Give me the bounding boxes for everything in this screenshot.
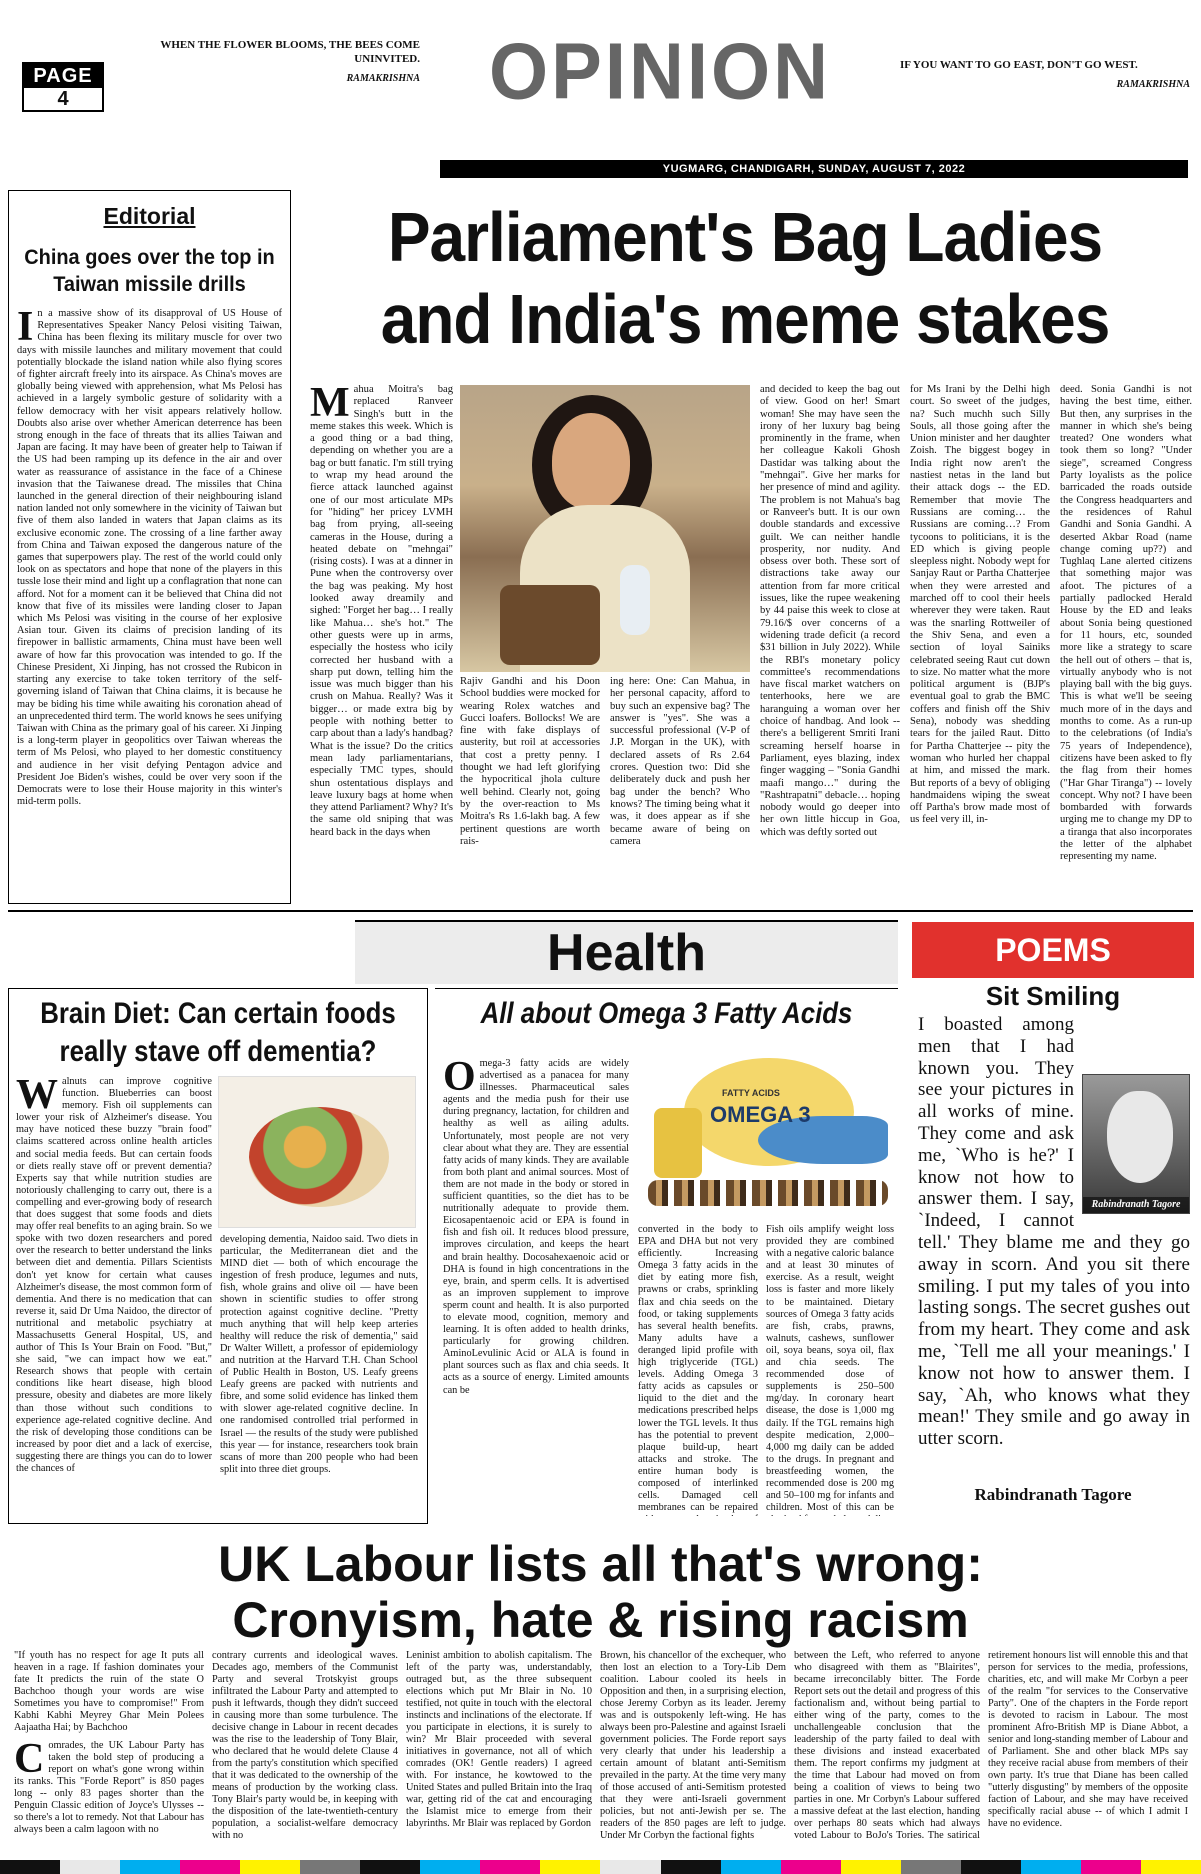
omega-dropcap: O — [443, 1058, 476, 1100]
editorial-dropcap: I — [17, 304, 34, 350]
page-label: PAGE — [24, 64, 102, 88]
masthead-quote-left — [140, 38, 420, 86]
poems-section-header: POEMS — [912, 922, 1194, 978]
tagore-photo-caption: Rabindranath Tagore — [1083, 1197, 1189, 1213]
uk-column-1-text: omrades, the UK Labour Party has taken the bold step of producing a report on what's gone wrong within its ranks. This "Forde Report" is 850 pages long -- only 83 pages shorter than the Penguin Classic edition of Joyce's Ulysses -- so there's a lot to remedy. Not that Labour has always been a calm lagoon with no — [14, 1740, 204, 1835]
lead-column-4: and decided to keep the bag out of view. Good on her! Smart woman! She may have seen the irony of her luxury bag being prominently in the frame, when her colleague Kakoli Ghosh Dastidar was talking about the "mehngai". Give her marks for her presence of mind and agility. The problem is not Mahua's bag or Ranveer's butt. It is our own double standards and excessive guilt. We can neither handle prosperity, nor nudity. And obsess over both. These sort of distractions take away our attention from far more critical issues, like the rupee weakening by 44 paise this week to close at 79.16/$ over concerns of a widening trade deficit (a record $31 billion in July 2022). While the RBI's monetary policy committee's recommendations have fiscal market watchers on tenterhooks, here we are haranguing a woman over her choice of handbag. And look -- there's a belligerent Smriti Irani screaming herself hoarse in Parliament, eyes blazing, index finger wagging – "Sonia Gandhi maafi mango…" during the "Rashtrapatni" debacle… hoping nobody would go deeper into her own little hiccup in Goa, which was deftly sorted out — [760, 384, 900, 838]
page-number-badge — [22, 62, 104, 112]
omega-column-1 — [443, 1058, 629, 1516]
health-section-header: Health — [355, 920, 898, 984]
omega-column-1-text: mega-3 fatty acids are widely advertised as a panacea for many illnesses. Pharmaceutical sales agents and the media push for their use during pregnancy, lactation, for children and healthy as well as ailing adults. Unfortunately, most people are not very clear about what they are. They are essential fatty acids of many kinds. They are available from both plant and animal sources. Most of them are not made in the body or stored in sufficient quantities, so the diet has to be nutritionally adequate to provide them. Eicosapentaenoic acid or EPA is found in fish and fish oil. It reduces blood pressure, improves circulation, and keeps the heart and brain healthy. Docosahexaenoic acid or DHA is found in high concentrations in the eye, brain, and sperm cells. It is advertised as an improven supplement to improve sperm count and health. It is also purported to elevate mood, cognition, memory and learning. It is often added to health drinks, particularly for growing children. AminoLevulinic Acid or ALA is found in plant sources such as flax and chia seeds. It acts as a source of energy. Limited amounts can be — [443, 1058, 629, 1396]
uk-column-3: Leninist ambition to abolish capitalism. The left of the party was, understandably, outraged but, as the three subsequent elections which put Mr Blair in No. 10 testified, not quite in touch with the electoral instincts and inclinations of the electorate. If you participate in elections, it is surely to win? Mr Blair proceeded with several initiatives in governance, not all of which comrades (OK! Gentle readers) I agreed with. For instance, he kowtowed to the United States and pulled Britain into the Iraq war, getting rid of the cat and encouraging the Islamist mice to emerge from their labyrinths. Mr Blair was replaced by Gordon — [406, 1650, 592, 1829]
uk-headline-line-1: UK Labour lists all that's wrong: — [218, 1536, 983, 1592]
lead-column-1-text: ahua Moitra's bag replaced Ranveer Singh's butt in the meme stakes this week. Which is a good thing or a bad thing, depending on whether you are a bag or butt fanatic. I'm still trying to wrap my head around the fierce attack launched against one of our most articulate MPs for "hiding" her pricey LVMH bag from prying, all-seeing cameras in the House, during a heated debate on "mehngai" (rising costs). I was at a dinner in Pune when the controversy over the bag was peaking. My host looked away dreamily and sighed: "Forget her bag… I really like Mahua… she's hot." The other guests were up in arms, especially the hostess who icily corrected her husband with a sharp put down, telling him the issue was much bigger than his crush on Mahua. Really? Was it bigger… or made extra big by people with nothing better to carp about than a lady's handbag? What is the issue? Do the critics mean lady parliamentarians, especially TMC types, should shun ostentatious displays and leave luxury bags at home when they attend Parliament? Why? It's the same old sniping that was heard back in the days when — [310, 384, 453, 838]
section-title: OPINION — [489, 26, 831, 117]
uk-column-6: retirement honours list will ennoble this and that person for services to the media, professions, charities, etc, and will make Mr Corbyn a peer of the realm "for services to the Conservative Party". One of the chapters in the Forde report is devoted to racism in Labour. The most prominent Afro-British MP is Diane Abbot, a senior and long-standing member of Labour and of Parliament. She and other black MPs say they receive racial abuse from members of their own party. It's true that Diane has been called "utterly disgusting" by members of the opposite faction of Labour, and she may have received specifically racial abuse -- of which I admit I have no evidence. — [988, 1650, 1188, 1829]
lead-headline-line-1: Parliament's Bag Ladies — [387, 198, 1103, 276]
section-divider — [8, 910, 1193, 912]
lead-column-6: deed. Sonia Gandhi is not having the best time, either. But then, any surprises in the manner in which she's being treated? One wonders what took them so long? "Under siege", screamed Congress Party loyalists as the police barricaded the roads outside the Congress headquarters and the residences of Rahul Gandhi and Sonia Gandhi. A deserted Akbar Road (name change coming up??) and Tughlaq Lane alerted citizens that something major was afoot. The pictures of a partially padlocked Herald House by the ED and leaks about Sonia being questioned for 11 hours, etc, sounded more like a strategy to scare the hell out of others – that is, virtually anybody who is not playing ball with the big guys. This is what we'll be seeing much more of in the days and months to come. As a run-up to the celebrations (of India's 75 years of Independence), citizens have been asked to fly the flag from their homes ("Har Ghar Tiranga") -- lovely concept. Why not? I have been bombarded with forwards urging me to change my DP to a tiranga that also incorporates the letter of the alphabet representing my name. — [1060, 384, 1192, 863]
masthead — [0, 0, 1201, 165]
dementia-column-1-text: alnuts can improve cognitive function. Blueberries can boost memory. Fish oil supplements can lower your risk of Alzheimer's disease. You may have noticed these buzzy "brain food" claims scattered across online health articles and social media feeds. But can certain foods or diets really stave off or prevent dementia? Experts say that while nutrition studies are notoriously challenging to carry out, there is a compelling and ever-growing body of research that does suggest that some foods and diets may offer real benefits to an aging brain. So we spoke with two dozen researchers and pored over the research to better understand the links between diet and dementia. Pillars Scientists don't yet know for certain what causes Alzheimer's disease, the most common form of dementia. And there is no medication that can reverse it, said Dr Uma Naidoo, the director of nutritional and metabolic psychiatry at Massachusetts General Hospital, US, and author of This Is Your Brain on Food. "But," she said, "we can impact how we eat." Research shows that people with certain conditions like heart disease, high blood pressure, obesity and diabetes are more likely than those without such conditions to experience age-related cognitive decline. And the risk of developing those conditions can be increased by poor diet and a lack of exercise, suggesting there are things you can do to lower the chances of — [16, 1076, 212, 1474]
tagore-photo — [1082, 1074, 1190, 1214]
dementia-dropcap: W — [16, 1076, 58, 1118]
poem-author: Rabindranath Tagore — [974, 1485, 1132, 1504]
poem-body — [918, 1014, 1190, 1482]
omega-label-top: FATTY ACIDS — [722, 1088, 780, 1098]
lead-column-5: for Ms Irani by the Delhi high court. So sweet of the judges, na? Such muchh such Silly Souls, all those going after the Union minister and her daughter Zoish. The biggest bogey in India right now aren't the nastiest netas in the land but their attack dogs -- the ED. Remember that movie The Russians are coming… the Russians are coming…? From tycoons to politicians, it is the ED which is giving people sleepless night. Nobody wept for Sanjay Raut or Partha Chatterjee when they were arrested and marched off to cool their heels wherever they were taken. Raut was the snarling Rottweiler of the Shiv Sena, and even a section of loyal Sainiks celebrated seeing Raut cut down to size. No matter what the more political argument is (BJP's eventual goal to grab the BMC coffers and finish off the Shiv Sena), nobody was shedding tears for the jailed Raut. Ditto for Partha Chatterjee -- pity the woman who hurled her chappal at him, and missed the mark. But reports of a bevy of obliging handmaidens wiping the sweat off Partha's brow made most of us feel very ill, in- — [910, 384, 1050, 826]
omega-column-3: Fish oils amplify weight loss provided they are combined with a negative caloric balance and at least 30 minutes of exercise. As a result, weight loss is faster and more likely to be maintained. Dietary sources of Omega 3 fatty acids are fish, crabs, prawns, walnuts, cashews, sunflower oil, soya beans, soya oil, flax and chia seeds. The recommended dose of supplements is 250–500 mg/day. In coronary heart disease, the dose is 1,000 mg daily. If the TGL remains high despite medication, 2,000–4,000 mg daily can be added to the drugs. In pregnant and breastfeeding women, the recommended dose is 200 mg and 50–100 mg for infants and children. Most of this can be — [766, 1224, 894, 1514]
uk-column-1 — [14, 1650, 204, 1840]
uk-column-2: contrary currents and ideological waves. Decades ago, members of the Communist Party and several Trotskyist groups infiltrated the Labour Party and attempted to push it leftwards, though they didn't succeed in causing more than some turbulence. The decisive change in Labour in recent decades was the rise to the leadership of Tony Blair, who declared that he would delete Clause 4 from the party's constitution which specified that it was dedicated to the ownership of the means of production by the working class. Tony Blair's party would be, in keeping with the disposition of the late-twentieth-century population, a socialist-welfare democracy with no — [212, 1650, 398, 1840]
dementia-column-2: developing dementia, Naidoo said. Two diets in particular, the Mediterranean diet and the MIND diet — both of which encourage the ingestion of fresh produce, legumes and nuts, fish, whole grains and olive oil — have been shown in scientific studies to offer strong protection against cognitive decline. "Pretty much anything that will help keep arteries healthy will reduce the risk of dementia," said Dr Walter Willett, a professor of epidemiology and nutrition at the Harvard T.H. Chan School of Public Health in Boston, US. Leafy greens Leafy greens are packed with nutrients and fibre, and some solid evidence has linked them with slower age-related cognitive decline. In one randomised controlled trial performed in Israel — the results of the study were published this year — for instance, researchers took brain scans of more than 200 people who had been split into three diet groups. — [220, 1234, 418, 1475]
omega-illustration — [638, 1058, 894, 1218]
uk-headline-line-2: Cronyism, hate & rising racism — [232, 1592, 969, 1648]
uk-labour-headline — [8, 1536, 1193, 1648]
editorial-text: n a massive show of its disapproval of US House of Representatives Speaker Nancy Pelosi visiting Taiwan, China has been flexing its military muscle for over two days with missile launches and military movement that could potentially blockade the island nation while also flying scores of fighter aircraft freely into its airspace. As China's moves are globally being viewed with apprehension, what Ms Pelosi has achieved in a largely symbolic gesture of solidarity with a fellow democracy with her visit appears relatively hollow. Doubts also arise over whether American deterrence has been strong enough in the face of threats that its allies Taiwan and Japan are facing. It may have been of greater help to Taiwan if the US had been ramping up its defence in the air and over water as reassurance of assistance in the face of a Chinese invasion that the Taiwanese dread. The missiles that China launched in the general direction of their neighbouring island nation landed not only somewhere in the vicinity of Taiwan but five of them also landed in waters that Japan claims as its exclusive economic zone. The crossing of a line farther away from China and Taiwan exposed the dangerous nature of the games that superpowers play. The rest of the world could only look on as spectators and hope that none of the players in this tussle lose their mind and light up a conflagration that none can afford. Not for a moment can it be believed that China did not know that five of its missiles were landing closer to Japan which Ms Pelosi was visiting in the course of her explosive Asian tour. Given its claims of precision landing of its firepower in ballistic armaments, China must have been well aware of how far this provocation was intended to go. If the Chinese President, Xi Jinping, has not crossed the Rubicon in starting any exercise to take token territory of the self-governing island of Taiwan that China claims, it is because he may be biding his time while awaiting his coronation ahead of an unprecedented third term. The world knows he sees unifying Taiwan with China as the primary goal of his career. Xi Jinping is a long-term player in geopolitics over Taiwan whereas the term of Ms Pelosi, who played to her domestic constituency and audience in her visit defying Pentagon advice and President Joe Biden's wishes, could be over very soon if the Democrats were to lose their House majority in this winter's mid-term polls. — [17, 308, 282, 808]
uk-column-5: between the Left, who referred to anyone who disagreed with them as "Blairites", became irreconcilably bitter. The Forde Report sets out the detail and progress of this factionalism and, without being partial to either wing of the party, comes to the unchallengeable conclusion that the leadership of the party failed to deal with these divisions and instead exacerbated them. The report confirms my judgment at the time that Labour had moved on from being a coalition of views to being two parties in one. Mr Corbyn's Labour suffered a massive defeat at the last election, handing over perhaps 80 seats which had always voted Labour to BoJo's Tories. The satirical — [794, 1650, 980, 1840]
uk-column-4: Brown, his chancellor of the exchequer, who then lost an election to a Tory-Lib Dem coalition. Labour cooled its heels in Opposition and then, in a surprising election, chose Jeremy Corbyn as its leader. Jeremy was and is outspokenly left-wing. He has always been pro-Palestine and against Israeli government policies. The Forde report says very clearly that under his leadership a certain amount of blatant anti-Semitism prevailed in the party. At the time very many of those accused of anti-Semitism protested that they were anti-Israeli government policies, but not anti-Jewish per se. The readers of the 850 pages are left to judge. Under Mr Corbyn the factional fights — [600, 1650, 786, 1840]
lead-headline — [300, 196, 1190, 360]
lead-column-3: ing here: One: Can Mahua, in her personal capacity, afford to buy such an expensive bag? The answer is "yes". She was a successful professional (V-P of J.P. Morgan in the UK), with declared assets of Rs 2.64 crores. Question two: Did she deliberately duck and push her bag under the bench? Who knows? The timing being what it was, it does appear as if she became aware of being on camera — [610, 676, 750, 847]
quote-right-author: RAMAKRISHNA — [1116, 79, 1190, 90]
omega-headline: All about Omega 3 Fatty Acids — [480, 997, 853, 1030]
lead-column-1 — [310, 384, 453, 904]
print-color-bar — [0, 1860, 1201, 1874]
editorial-body — [17, 304, 282, 808]
lead-dropcap: M — [310, 384, 350, 426]
editorial-box — [8, 190, 291, 904]
quote-left-text: WHEN THE FLOWER BLOOMS, THE BEES COME UNINVITED. — [160, 39, 420, 65]
lead-column-2: Rajiv Gandhi and his Doon School buddies were mocked for wearing Rolex watches and Gucci loafers. Bollocks! We are fine with fake displays of austerity, but roil at accessories that cost a pretty penny. I thought we had left glorifying the hypocritical jhola culture well behind. Clearly not, going by the over-reaction to Ms Moitra's Rs 1.6-lakh bag. A few pertinent questions are worth rais- — [460, 676, 600, 847]
dateline: YUGMARG, CHANDIGARH, SUNDAY, AUGUST 7, 2022 — [440, 160, 1188, 178]
page-number: 4 — [57, 88, 69, 110]
omega-column-2: converted in the body to EPA and DHA but not very efficiently. Increasing Omega 3 fatty acids in the diet by eating more fish, prawns or crabs, sprinkling flax and chia seeds on the food, or taking supplements has several health benefits. Many adults have a deranged lipid profile with high triglyceride (TGL) levels. Adding Omega 3 fatty acids as capsules or liquid to the diet and the medications prescribed helps lower the TGL levels. It thus has the potential to prevent plaque build-up, heart attacks and stroke. The entire human body is composed of interlinked cells. Damaged cell membranes can be repaired — [638, 1224, 758, 1514]
dementia-headline: Brain Diet: Can certain foods really stave off dementia? — [40, 997, 396, 1068]
lead-headline-line-2: and India's meme stakes — [380, 280, 1110, 358]
uk-dropcap: C — [14, 1736, 45, 1782]
dementia-column-1 — [16, 1076, 212, 1516]
omega-label-main: OMEGA 3 — [710, 1102, 811, 1127]
editorial-label: Editorial — [103, 203, 196, 229]
uk-epigraph: "If youth has no respect for age It puts all heaven in a rage. If fashion dominates your fate It predicts the ruin of the state O Bachchoo though your words are wise Sometimes you have to compromise!" From Kabhi Kabhi Meyrey Ghar Mein Polees Aajaatha Hai; by Bachchoo — [14, 1650, 204, 1733]
poem-title: Sit Smiling — [985, 981, 1121, 1011]
quote-right-text: IF YOU WANT TO GO EAST, DON'T GO WEST. — [900, 59, 1138, 71]
lead-photo — [460, 385, 750, 672]
food-photo — [218, 1076, 416, 1228]
poem-text: I boasted among men that I had known you. They see your pictures in all works of mine. They come and ask me, `Who is he?' I know not how to answer them. I say, `Indeed, I cannot tell.' They blame me and they go away in scorn. And you sit there smiling. I put my tales of you into lasting songs. The secret gushes out from my heart. They come and ask me, `Tell me all your meanings.' I know not how to answer them. I say, `Ah, who knows what they mean!' They smile and go away in utter scorn. — [918, 1014, 1190, 1450]
editorial-headline: China goes over the top in Taiwan missile drills — [24, 246, 275, 296]
quote-left-author: RAMAKRISHNA — [346, 73, 420, 84]
masthead-quote-right — [900, 58, 1190, 92]
